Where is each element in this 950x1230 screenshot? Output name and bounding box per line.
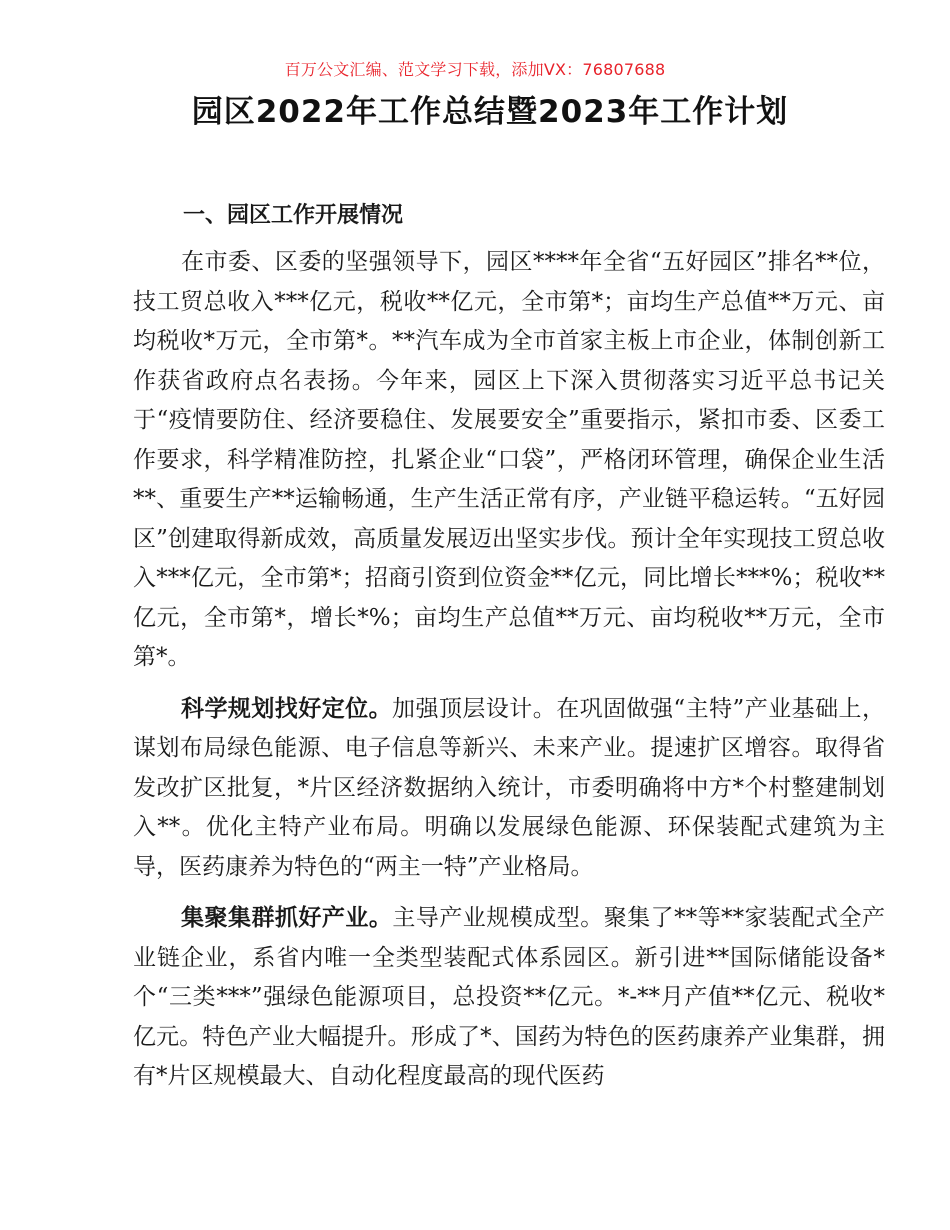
paragraph-text: 主导产业规模成型。聚集了**等**家装配式全产业链企业，系省内唯一全类型装配式体系园区。新引进**国际储能设备*个“三类***”强绿色能源项目，总投资**亿元。*-**月产值**亿元、税收*亿元。特色产业大幅提升。形成了*、国药为特色的医药康养产业集群，拥有*片区规模最大、自动化程度最高的现代医药 (133, 905, 886, 1089)
document-body (133, 196, 885, 1109)
header-watermark-note: 百万公文汇编、范文学习下载，添加VX：76807688 (284, 60, 666, 79)
paragraph-text: 在市委、区委的坚强领导下，园区****年全省“五好园区”排名**位，技工贸总收入***亿元，税收**亿元，全市第*；亩均生产总值**万元、亩均税收*万元，全市第*。**汽车成为全市首家主板上市企业，体制创新工作获省政府点名表扬。今年来，园区上下深入贯彻落实习近平总书记关于“疫情要防住、经济要稳住、发展要安全”重要指示，紧扣市委、区委工作要求，科学精准防控，扎紧企业“口袋”，严格闭环管理，确保企业生活**、重要生产**运输畅通，生产生活正常有序，产业链平稳运转。“五好园区”创建取得新成效，高质量发展迈出坚实步伐。预计全年实现技工贸总收入***亿元，全市第*；招商引资到位资金**亿元，同比增长***%；税收**亿元，全市第*，增长*%；亩均生产总值**万元、亩均税收**万元，全市第*。 (133, 249, 885, 670)
section-heading: 一、园区工作开展情况 (183, 203, 404, 228)
document-title: 园区2022年工作总结暨2023年工作计划 (191, 94, 789, 130)
paragraph-lead: 集聚集群抓好产业。 (181, 905, 393, 931)
paragraph-text: 加强顶层设计。在巩固做强“主特”产业基础上，谋划布局绿色能源、电子信息等新兴、未来产业。提速扩区增容。取得省发改扩区批复，*片区经济数据纳入统计，市委明确将中方*个村整建制划入**。优化主特产业布局。明确以发展绿色能源、环保装配式建筑为主导，医药康养为特色的“两主一特”产业格局。 (133, 695, 885, 880)
paragraph-lead: 科学规划找好定位。 (181, 695, 393, 722)
paragraph-industry (133, 899, 885, 1097)
paragraph-planning (133, 690, 885, 888)
paragraph-overview (133, 243, 885, 678)
